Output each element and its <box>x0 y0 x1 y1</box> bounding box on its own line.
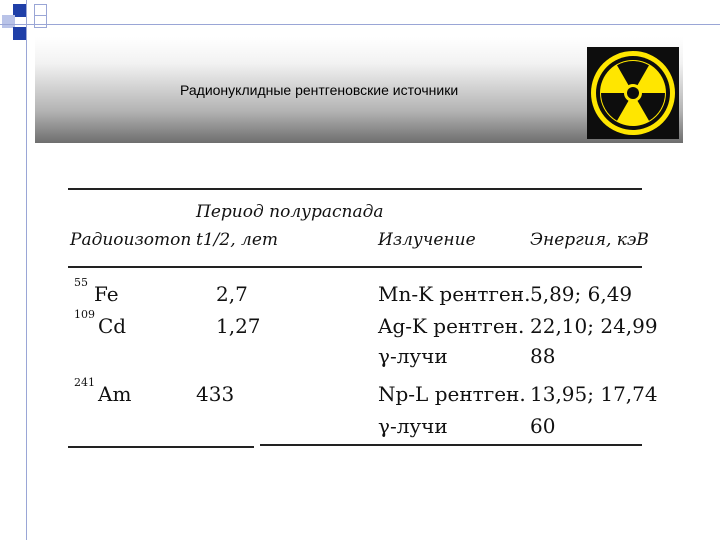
mass-number: 109 <box>74 308 95 321</box>
mass-number: 241 <box>74 376 95 389</box>
table-top-rule <box>68 188 642 190</box>
radiation-value: Mn-K рентген. <box>378 282 531 306</box>
radiation-value: γ-лучи <box>378 414 448 438</box>
energy-value: 13,95; 17,74 <box>530 382 658 406</box>
table-bottom-rule <box>68 446 254 448</box>
isotope-table <box>68 188 658 450</box>
header-half-life-title: Период полураспада <box>196 202 384 222</box>
mass-number: 55 <box>74 276 88 289</box>
header-half-life-unit: t1/2, лет <box>196 230 279 250</box>
radiation-value: Ag-K рентген. <box>378 314 525 338</box>
header-radiation: Излучение <box>378 230 476 250</box>
decor-horizontal-line <box>0 24 720 25</box>
element-symbol: Fe <box>94 282 119 306</box>
decor-vertical-line <box>26 0 27 540</box>
element-symbol: Cd <box>98 314 127 338</box>
half-life-value: 1,27 <box>216 314 261 338</box>
header-radioisotope: Радиоизотоп <box>70 230 192 250</box>
half-life-value: 433 <box>196 382 235 406</box>
energy-value: 5,89; 6,49 <box>530 282 633 306</box>
header-energy: Энергия, кэВ <box>530 230 649 250</box>
radiation-value: γ-лучи <box>378 344 448 368</box>
decor-square <box>34 15 47 28</box>
energy-value: 22,10; 24,99 <box>530 314 658 338</box>
slide-title: Радионуклидные рентгеновские источники <box>180 82 459 98</box>
energy-value: 88 <box>530 344 556 368</box>
table-header-rule <box>68 266 642 268</box>
radiation-trefoil-icon <box>587 47 679 139</box>
energy-value: 60 <box>530 414 556 438</box>
decor-square <box>13 27 26 40</box>
element-symbol: Am <box>98 382 132 406</box>
half-life-value: 2,7 <box>216 282 248 306</box>
radiation-value: Np-L рентген. <box>378 382 526 406</box>
table-bottom-rule <box>260 444 642 446</box>
